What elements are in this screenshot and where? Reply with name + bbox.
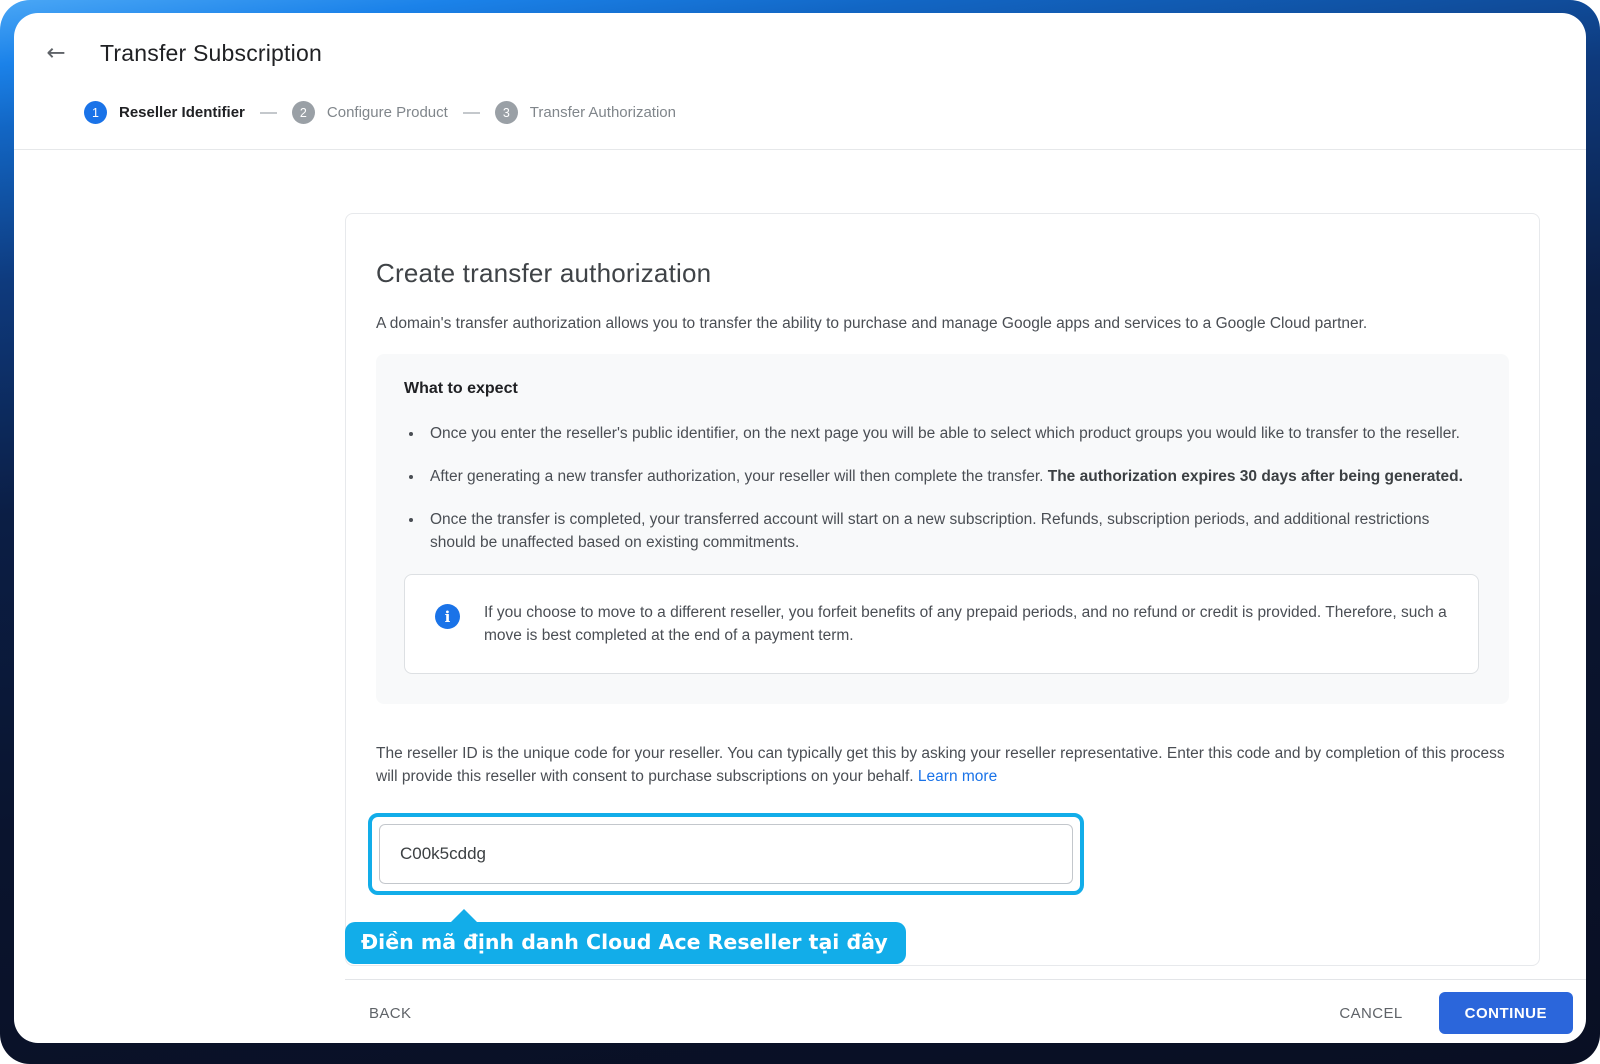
page-header [14,13,1586,67]
what-to-expect-box [376,354,1509,704]
reseller-id-input[interactable] [379,824,1073,884]
wizard-stepper [84,101,1586,124]
step-connector [260,112,277,114]
create-transfer-authorization-card [345,213,1540,966]
step-1-label: Reseller Identifier [119,104,245,121]
cancel-button[interactable]: CANCEL [1337,995,1404,1032]
list-item [424,465,1479,488]
step-3-label: Transfer Authorization [529,104,676,121]
list-item [424,422,1479,445]
step-configure-product[interactable] [292,101,448,124]
info-callout [404,574,1479,674]
back-button[interactable] [42,39,70,67]
back-footer-button[interactable]: BACK [367,995,413,1032]
header-divider [14,149,1586,150]
footer-bar [345,979,1586,1034]
bullet-2-text: After generating a new transfer authorization, your reseller will then complete the transfer. [430,468,1048,485]
info-icon: i [435,604,460,629]
step-2-label: Configure Product [326,104,448,121]
what-to-expect-list [424,422,1479,554]
annotation-tooltip: Điền mã định danh Cloud Ace Reseller tại đây [345,922,906,964]
transfer-subscription-page [14,13,1586,1043]
step-reseller-identifier[interactable] [84,101,245,124]
input-highlight-annotation [368,813,1084,895]
what-to-expect-title: What to expect [404,380,518,397]
reseller-id-description-text: The reseller ID is the unique code for your reseller. You can typically get this by asking your reseller representative. Enter this code and by completion of this process will provide this reseller with consent to purchase subscriptions on your behalf. [376,745,1505,785]
step-transfer-authorization[interactable] [495,101,676,124]
back-arrow-icon: ← [46,40,66,66]
page-title: Transfer Subscription [100,39,322,66]
bullet-3-text: Once the transfer is completed, your transferred account will start on a new subscription. Refunds, subscription periods, and additional restrictions should be unaffected based on existing commitments. [430,511,1430,551]
step-3-indicator: 3 [495,101,518,124]
step-1-indicator: 1 [84,101,107,124]
step-2-indicator: 2 [292,101,315,124]
card-intro-text: A domain's transfer authorization allows you to transfer the ability to purchase and manage Google apps and services to a Google Cloud partner. [376,315,1368,332]
bullet-2-bold-text: The authorization expires 30 days after being generated. [1047,468,1463,485]
step-connector [463,112,480,114]
continue-button[interactable]: CONTINUE [1439,992,1573,1034]
bullet-1-text: Once you enter the reseller's public identifier, on the next page you will be able to select which product groups you would like to transfer to the reseller. [430,425,1460,442]
reseller-id-description [376,742,1509,788]
list-item [424,508,1479,554]
info-callout-text: If you choose to move to a different reseller, you forfeit benefits of any prepaid periods, and no refund or credit is provided. Therefore, such a move is best completed at the end of a payment term. [484,604,1447,644]
card-heading: Create transfer authorization [376,258,712,288]
learn-more-link[interactable]: Learn more [917,768,998,785]
